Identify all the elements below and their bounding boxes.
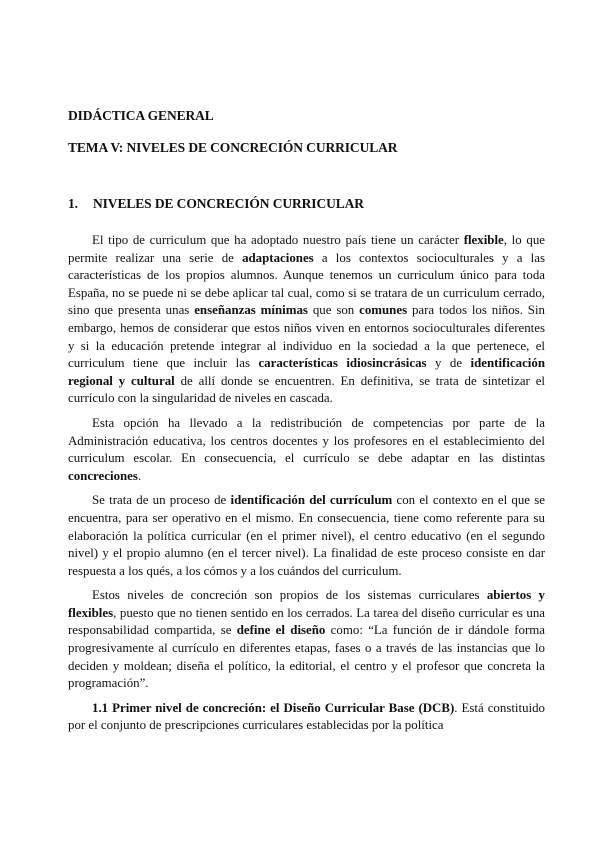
p1-text-7: de allí donde se encuentren. En definitiva, se trata de sintetizar el currículo con la singularidad de niveles en cascada.: [68, 373, 545, 406]
section-heading: [68, 196, 364, 212]
p4-bold-2: define el diseño: [236, 623, 326, 638]
section-number: 1.: [68, 196, 78, 211]
paragraph-1: [68, 232, 545, 408]
paragraph-4: [68, 587, 545, 693]
paragraph-2: [68, 415, 545, 485]
p3-bold-1: identificación del currículum: [230, 493, 393, 508]
p3-text-1: Se trata de un proceso de: [92, 493, 231, 508]
p1-text-2: , lo que permite realizar una serie de: [68, 233, 545, 265]
p1-text-6: y de: [426, 356, 471, 371]
p2-text-2: .: [137, 468, 142, 483]
p2-text-1: Esta opción ha llevado a la redistribución de competencias por parte de la Administración educativa, los centros docentes y los profesores en el establecimiento del curriculum escolar. En consecuencia, el currículo se debe adaptar en las distintas: [68, 415, 545, 466]
p2-bold-1: concreciones: [68, 468, 138, 483]
p4-text-1: Estos niveles de concreción son propios de los sistemas curriculares: [92, 588, 487, 603]
document-subject: DIDÁCTICA GENERAL: [68, 108, 214, 123]
p1-bold-4: comunes: [359, 303, 408, 318]
p1-bold-1: flexible: [463, 233, 504, 247]
p1-text-3: a los contextos socioculturales y a las características de los propios alumnos. Aunque tenemos un curriculum único para toda España, no se puede ni se debe aplicar tal cual, como si se tratara de un curriculum cerrado, sino que presenta unas: [68, 250, 545, 318]
paragraph-3: [68, 492, 545, 580]
p4-bold-1: abiertos y flexibles: [68, 588, 546, 620]
p1-text-5: para todos los niños. Sin embargo, hemos de considerar que estos niños viven en entornos socioculturales diferentes y si la educación pretende integrar al individuo en la sociedad a la que pertenece, el curriculum tiene que incluir las: [68, 303, 545, 371]
p1-text-1: El tipo de curriculum que ha adoptado nuestro país tiene un carácter: [92, 233, 464, 247]
p1-bold-2: adaptaciones: [242, 250, 314, 265]
p1-bold-5: características idiosincrásicas: [258, 356, 427, 371]
section-title: NIVELES DE CONCRECIÓN CURRICULAR: [93, 196, 364, 211]
p3-text-2: con el contexto en el que se encuentra, para ser operativo en el mismo. En consecuencia, tiene como referente para su elaboración la política curricular (en el primer nivel), el centro educativo (en el segundo nivel) y el propio alumno (en el tercer nivel). La finalidad de este proceso consiste en dar respuesta a los qués, a los cómos y a los cuándos del curriculum.: [68, 493, 546, 578]
p5-text-1: . Está constituido por el conjunto de prescripciones curriculares establecidas por la política: [68, 700, 545, 733]
paragraph-5-subsection: [68, 700, 545, 735]
p4-text-3: como: “La función de ir dándole forma progresivamente al currículo en diferentes etapas, fases o a través de las instancias que lo deciden y moldean; diseña el político, la editorial, el centro y el profesor que concreta la programación”.: [68, 623, 545, 691]
body-text: [68, 232, 545, 742]
subsection-heading: 1.1 Primer nivel de concreción: el Diseño Curricular Base (DCB): [92, 700, 455, 715]
p1-bold-6: identificación regional y cultural: [68, 356, 545, 388]
p4-text-2: , puesto que no tienen sentido en los cerrados. La tarea del diseño curricular es una responsabilidad compartida, se: [68, 605, 545, 638]
p1-text-4: que son: [307, 303, 360, 318]
document-topic-title: TEMA V: NIVELES DE CONCRECIÓN CURRICULAR: [68, 140, 398, 155]
p1-bold-3: enseñanzas mínimas: [194, 303, 308, 318]
